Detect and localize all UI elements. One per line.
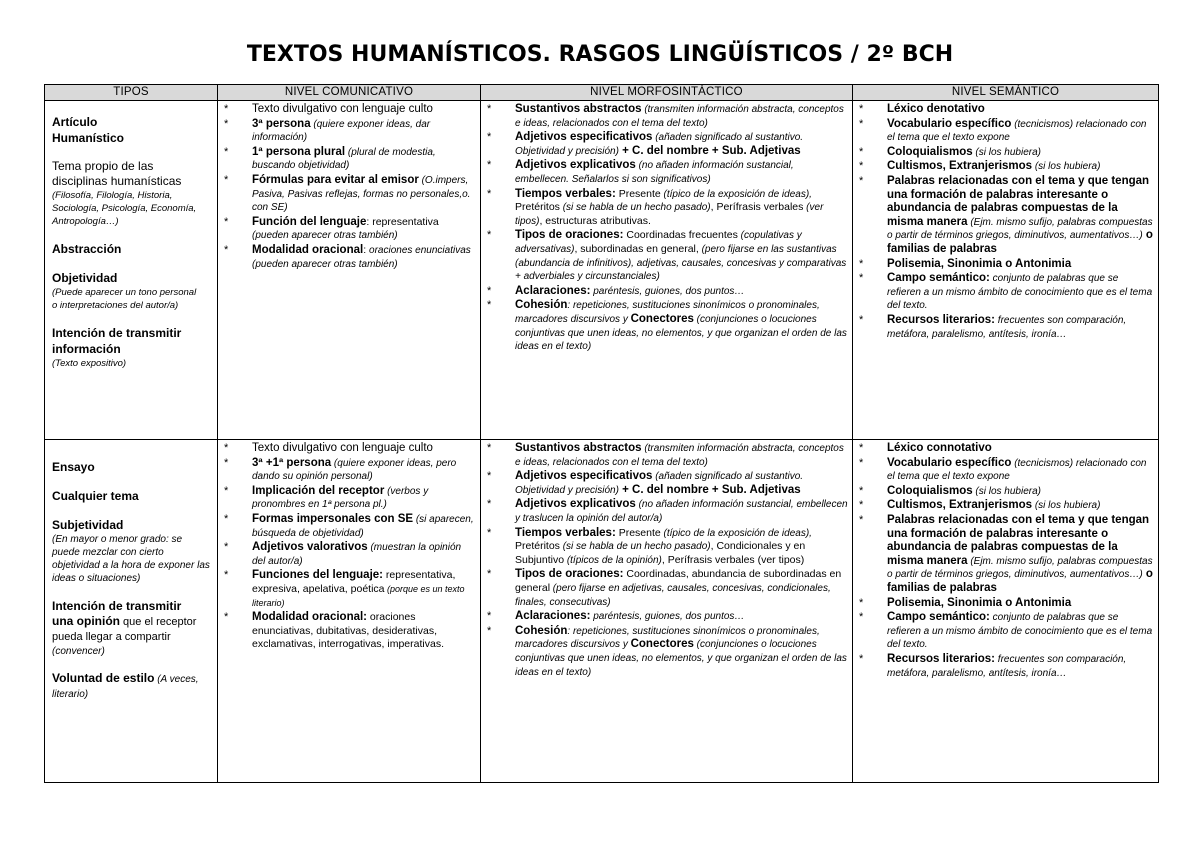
list-item: * Cultismos, Extranjerismos (si los hubiera) xyxy=(859,499,1101,512)
list-item: * Texto divulgativo con lenguaje culto xyxy=(224,442,433,454)
list-item: * Adjetivos especificativos (añaden significado al sustantivo. Objetividad y precisión) + C. del nombre + Sub. Adjetivas xyxy=(487,131,804,157)
intention-label-1: Intención de transmitir xyxy=(52,326,182,340)
theme-line-1: Tema propio de las xyxy=(52,159,154,173)
comunicativo-cell xyxy=(218,440,481,783)
list-item: * Tiempos verbales: Presente (típico de la exposición de ideas), Pretéritos (si se habla de un hecho pasado), Condicionales y en Subjuntivo (típicos de la opinión), Perífrasis verbales (ver tipos) xyxy=(487,526,812,566)
intention-note: (Texto expositivo) xyxy=(52,358,127,369)
header-morfosintactico: NIVEL MORFOSINTÁCTICO xyxy=(481,85,853,101)
header-semantico: NIVEL SEMÁNTICO xyxy=(853,85,1159,101)
theme-label: Cualquier tema xyxy=(52,489,139,503)
list-item: * Léxico denotativo xyxy=(859,103,985,115)
features-table xyxy=(44,84,1159,783)
list-item: * 1ª persona plural (plural de modestia, buscando objetividad) xyxy=(224,145,436,172)
list-item: * Recursos literarios: frecuentes son comparación, metáfora, paralelismo, antítesis, ironía… xyxy=(859,652,1127,679)
list-item: * Modalidad oracional: oraciones enunciativas (pueden aparecer otras también) xyxy=(224,243,471,270)
theme-examples-1: (Filosofía, Filología, Historia, xyxy=(52,190,173,201)
type-name-2: Humanístico xyxy=(52,131,125,145)
header-comunicativo: NIVEL COMUNICATIVO xyxy=(218,85,481,101)
list-item: * Tiempos verbales: Presente (típico de la exposición de ideas), Pretéritos (si se habla de un hecho pasado), Perífrasis verbales (ver tipos), estructuras atributivas. xyxy=(487,187,824,227)
intention-note: (convencer) xyxy=(52,646,105,657)
theme-line-2: disciplinas humanísticas xyxy=(52,174,182,188)
list-item: * Léxico connotativo xyxy=(859,442,992,454)
list-item: * Sustantivos abstractos (transmiten información abstracta, conceptos e ideas, relacionados con el tema del texto) xyxy=(487,103,844,129)
table-row xyxy=(45,440,1159,783)
list-item: * Adjetivos valorativos (muestran la opinión del autor/a) xyxy=(224,541,462,567)
list-item: * Tipos de oraciones: Coordinadas frecuentes (copulativas y adversativas), subordinadas en general, (pero fijarse en las sustantivas (abundancia de infinitivos), adjetivas, causales, concesivas y comparativas + adverbiales y circunstanciales) xyxy=(487,229,847,283)
abstraction-label: Abstracción xyxy=(52,242,122,256)
list-item: * Adjetivos explicativos (no añaden información sustancial, embellecen y traslucen la opinión del autor/a) xyxy=(487,498,848,524)
list-item: * Cultismos, Extranjerismos (si los hubiera) xyxy=(859,160,1101,173)
tipos-cell xyxy=(45,440,218,783)
list-item: * Texto divulgativo con lenguaje culto xyxy=(224,103,433,115)
theme-examples-2: Sociología, Psicología, Economía, xyxy=(52,203,197,214)
list-item: * Formas impersonales con SE (si aparecen, búsqueda de objetividad) xyxy=(224,512,474,539)
list-item: * 3ª +1ª persona (quiere exponer ideas, pero dando su opinión personal) xyxy=(224,456,457,483)
page-title: TEXTOS HUMANÍSTICOS. RASGOS LINGÜÍSTICOS / 2º BCH xyxy=(246,42,954,67)
list-item: * Adjetivos especificativos (añaden significado al sustantivo. Objetividad y precisión) + C. del nombre + Sub. Adjetivas xyxy=(487,470,804,496)
list-item: * Fórmulas para evitar al emisor (O.impers, Pasiva, Pasivas reflejas, formas no personales,o. con SE) xyxy=(224,173,471,214)
morfosintactico-cell xyxy=(481,440,853,783)
list-item: * Adjetivos explicativos (no añaden información sustancial, embellecen. Señalarlos si son significativos) xyxy=(487,159,794,185)
list-item: * Implicación del receptor (verbos y pronombres en 1ª persona pl.) xyxy=(224,484,429,511)
list-item: * 3ª persona (quiere exponer ideas, dar información) xyxy=(224,117,431,144)
style-line: Voluntad de estilo (A veces, literario) xyxy=(52,671,199,700)
list-item: * Coloquialismos (si los hubiera) xyxy=(859,484,1041,497)
list-item: * Campo semántico: conjunto de palabras que se refieren a un mismo ámbito de conocimiento que es el tema del texto. xyxy=(859,611,1153,651)
comunicativo-cell xyxy=(218,101,481,440)
list-item: * Cohesión: repeticiones, sustituciones sinonímicos o pronominales, marcadores discursivos y Conectores (conjunciones o locuciones conjuntivas que unen ideas, no elementos, y que organizan el orden de las ideas en el texto) xyxy=(487,299,847,353)
list-item: * Tipos de oraciones: Coordinadas, abundancia de subordinadas en general (pero fijarse en adjetivas, causales, concesivas, condicionales, finales, consecutivas) xyxy=(487,568,842,608)
intention-label-1: Intención de transmitir xyxy=(52,599,182,613)
header-tipos: TIPOS xyxy=(45,85,218,101)
table-header-row xyxy=(45,85,1159,101)
subjectivity-label: Subjetividad xyxy=(52,518,124,532)
list-item: * Vocabulario específico (tecnicismos) relacionado con el tema que el texto expone xyxy=(859,456,1147,483)
list-item: * Función del lenguaje: representativa (pueden aparecer otras también) xyxy=(224,215,439,242)
list-item: * Funciones del lenguaje: representativa, expresiva, apelativa, poética (porque es un texto literario) xyxy=(224,569,465,608)
table-row xyxy=(45,101,1159,440)
list-item: * Palabras relacionadas con el tema y que tengan una formación de palabras interesante o abundancia de palabras compuestas de la misma manera (Ejm. mismo sufijo, palabras compuestas o partir de términos griegos, diminutivos, aumentativos…) o familias de palabras xyxy=(859,513,1153,594)
list-item: * Palabras relacionadas con el tema y que tengan una formación de palabras interesante o abundancia de palabras compuestas de la misma manera (Ejm. mismo sufijo, palabras compuestas o partir de términos griegos, diminutivos, aumentativos…) o familias de palabras xyxy=(859,174,1153,255)
type-name: Artículo xyxy=(52,115,98,129)
list-item: * Vocabulario específico (tecnicismos) relacionado con el tema que el texto expone xyxy=(859,117,1147,144)
objectivity-note-2: o interpretaciones del autor/a) xyxy=(52,300,179,311)
theme-examples-3: Antropología…) xyxy=(52,216,119,227)
semantico-cell xyxy=(853,101,1159,440)
list-item: * Campo semántico: conjunto de palabras que se refieren a un mismo ámbito de conocimiento que es el tema del texto. xyxy=(859,272,1153,312)
intention-label-2: información xyxy=(52,342,121,356)
morfosintactico-cell xyxy=(481,101,853,440)
list-item: * Aclaraciones: paréntesis, guiones, dos puntos… xyxy=(487,610,745,623)
intention-line: una opinión que el receptor pueda llegar a compartir xyxy=(52,614,197,643)
list-item: * Aclaraciones: paréntesis, guiones, dos puntos… xyxy=(487,284,745,297)
list-item: * Coloquialismos (si los hubiera) xyxy=(859,145,1041,158)
subjectivity-note: (En mayor o menor grado: se puede mezclar con cierto objetividad a la hora de exponer las ideas o situaciones) xyxy=(52,534,210,584)
list-item: * Cohesión: repeticiones, sustituciones sinonímicos o pronominales, marcadores discursivos y Conectores (conjunciones o locuciones conjuntivas que unen ideas, no elementos, y que organizan el orden de las ideas en el texto) xyxy=(487,624,847,678)
objectivity-note-1: (Puede aparecer un tono personal xyxy=(52,287,197,298)
tipos-cell xyxy=(45,101,218,440)
type-name: Ensayo xyxy=(52,460,95,474)
list-item: * Sustantivos abstractos (transmiten información abstracta, conceptos e ideas, relacionados con el tema del texto) xyxy=(487,442,844,468)
semantico-cell xyxy=(853,440,1159,783)
list-item: * Recursos literarios: frecuentes son comparación, metáfora, paralelismo, antítesis, ironía… xyxy=(859,313,1127,340)
list-item: * Polisemia, Sinonimia o Antonimia xyxy=(859,257,1072,270)
list-item: * Modalidad oracional: oraciones enunciativas, dubitativas, desiderativas, exclamativas, interrogativas, imperativas. xyxy=(224,611,444,651)
list-item: * Polisemia, Sinonimia o Antonimia xyxy=(859,596,1072,609)
objectivity-label: Objetividad xyxy=(52,271,118,285)
